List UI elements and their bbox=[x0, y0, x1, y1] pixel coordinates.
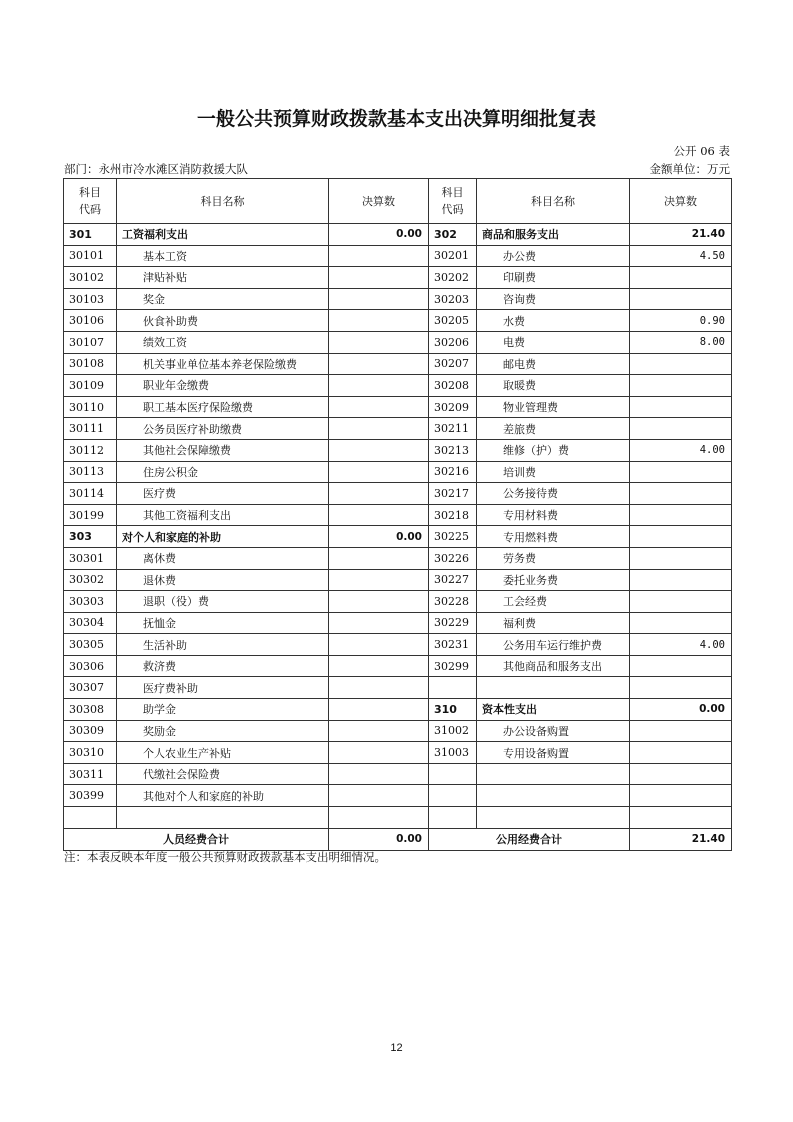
table-row bbox=[64, 396, 732, 418]
right-amount-cell bbox=[630, 353, 732, 375]
right-amount-cell: 4.50 bbox=[630, 245, 732, 267]
left-amount-cell bbox=[329, 331, 429, 353]
left-name-cell: 奖励金 bbox=[117, 720, 329, 742]
left-code-cell: 30309 bbox=[64, 720, 117, 742]
right-code-cell bbox=[429, 785, 477, 807]
left-amount-cell bbox=[329, 547, 429, 569]
right-name-cell bbox=[477, 677, 630, 699]
left-code-cell: 30108 bbox=[64, 353, 117, 375]
right-amount-cell bbox=[630, 612, 732, 634]
left-code-cell: 303 bbox=[64, 526, 117, 548]
table-row bbox=[64, 591, 732, 613]
right-name-cell bbox=[477, 807, 630, 829]
right-name-cell: 咨询费 bbox=[477, 288, 630, 310]
right-amount-cell bbox=[630, 483, 732, 505]
public-total-label: 公用经费合计 bbox=[429, 828, 630, 850]
left-amount-cell bbox=[329, 483, 429, 505]
form-number: 公开 06 表 bbox=[673, 144, 730, 158]
left-code-cell: 30308 bbox=[64, 699, 117, 721]
right-code-cell: 30209 bbox=[429, 396, 477, 418]
left-code-cell: 30110 bbox=[64, 396, 117, 418]
left-code-cell: 30106 bbox=[64, 310, 117, 332]
right-name-cell: 劳务费 bbox=[477, 547, 630, 569]
left-name-cell: 代缴社会保险费 bbox=[117, 763, 329, 785]
left-code-cell bbox=[64, 807, 117, 829]
left-code-cell: 301 bbox=[64, 224, 117, 246]
right-amount-cell bbox=[630, 547, 732, 569]
personnel-total-amount: 0.00 bbox=[329, 828, 429, 850]
table-row bbox=[64, 612, 732, 634]
table-row bbox=[64, 224, 732, 246]
left-amount-cell bbox=[329, 591, 429, 613]
left-amount-cell bbox=[329, 288, 429, 310]
right-amount-cell bbox=[630, 569, 732, 591]
left-code-cell: 30311 bbox=[64, 763, 117, 785]
left-amount-cell bbox=[329, 763, 429, 785]
left-name-cell: 其他对个人和家庭的补助 bbox=[117, 785, 329, 807]
table-row bbox=[64, 288, 732, 310]
table-row bbox=[64, 742, 732, 764]
left-amount-cell bbox=[329, 569, 429, 591]
right-name-cell: 办公费 bbox=[477, 245, 630, 267]
footnote: 注：本表反映本年度一般公共预算财政拨款基本支出明细情况。 bbox=[64, 850, 386, 864]
header-left-code: 科目 代码 bbox=[64, 179, 117, 224]
right-name-cell bbox=[477, 763, 630, 785]
table-row bbox=[64, 547, 732, 569]
left-amount-cell bbox=[329, 655, 429, 677]
right-code-cell: 30201 bbox=[429, 245, 477, 267]
left-code-cell: 30113 bbox=[64, 461, 117, 483]
left-code-cell: 30306 bbox=[64, 655, 117, 677]
right-code-cell: 31002 bbox=[429, 720, 477, 742]
public-total-amount: 21.40 bbox=[630, 828, 732, 850]
right-name-cell: 邮电费 bbox=[477, 353, 630, 375]
right-amount-cell bbox=[630, 655, 732, 677]
left-amount-cell bbox=[329, 461, 429, 483]
right-name-cell: 商品和服务支出 bbox=[477, 224, 630, 246]
left-amount-cell bbox=[329, 439, 429, 461]
left-name-cell: 离休费 bbox=[117, 547, 329, 569]
right-amount-cell: 0.90 bbox=[630, 310, 732, 332]
left-name-cell: 机关事业单位基本养老保险缴费 bbox=[117, 353, 329, 375]
table-row bbox=[64, 526, 732, 548]
left-name-cell: 公务员医疗补助缴费 bbox=[117, 418, 329, 440]
left-amount-cell bbox=[329, 245, 429, 267]
table-row bbox=[64, 331, 732, 353]
left-name-cell: 津贴补贴 bbox=[117, 267, 329, 289]
left-code-cell: 30111 bbox=[64, 418, 117, 440]
table-row bbox=[64, 763, 732, 785]
table-header-row bbox=[64, 179, 732, 224]
right-name-cell: 公务接待费 bbox=[477, 483, 630, 505]
left-name-cell: 对个人和家庭的补助 bbox=[117, 526, 329, 548]
left-name-cell: 抚恤金 bbox=[117, 612, 329, 634]
left-name-cell: 职业年金缴费 bbox=[117, 375, 329, 397]
table-row bbox=[64, 483, 732, 505]
right-name-cell: 培训费 bbox=[477, 461, 630, 483]
right-code-cell: 30227 bbox=[429, 569, 477, 591]
right-name-cell: 专用设备购置 bbox=[477, 742, 630, 764]
right-name-cell: 取暖费 bbox=[477, 375, 630, 397]
amount-unit-label: 金额单位：万元 bbox=[649, 162, 730, 176]
header-right-amount: 决算数 bbox=[630, 179, 732, 224]
left-amount-cell bbox=[329, 677, 429, 699]
right-name-cell: 福利费 bbox=[477, 612, 630, 634]
left-code-cell: 30114 bbox=[64, 483, 117, 505]
right-code-cell: 30216 bbox=[429, 461, 477, 483]
left-amount-cell bbox=[329, 310, 429, 332]
right-name-cell: 维修（护）费 bbox=[477, 439, 630, 461]
table-row bbox=[64, 439, 732, 461]
right-amount-cell bbox=[630, 720, 732, 742]
right-code-cell: 30211 bbox=[429, 418, 477, 440]
left-name-cell: 其他社会保障缴费 bbox=[117, 439, 329, 461]
table-row bbox=[64, 720, 732, 742]
left-name-cell: 个人农业生产补贴 bbox=[117, 742, 329, 764]
table-body bbox=[64, 224, 732, 829]
left-code-cell: 30101 bbox=[64, 245, 117, 267]
left-code-cell: 30307 bbox=[64, 677, 117, 699]
right-code-cell: 30206 bbox=[429, 331, 477, 353]
table-row bbox=[64, 310, 732, 332]
right-name-cell: 资本性支出 bbox=[477, 699, 630, 721]
right-code-cell: 30218 bbox=[429, 504, 477, 526]
right-name-cell: 专用材料费 bbox=[477, 504, 630, 526]
right-amount-cell bbox=[630, 461, 732, 483]
right-amount-cell: 8.00 bbox=[630, 331, 732, 353]
right-code-cell: 30231 bbox=[429, 634, 477, 656]
left-name-cell: 基本工资 bbox=[117, 245, 329, 267]
right-amount-cell bbox=[630, 288, 732, 310]
left-amount-cell bbox=[329, 396, 429, 418]
right-code-cell: 30226 bbox=[429, 547, 477, 569]
table-row bbox=[64, 699, 732, 721]
right-amount-cell bbox=[630, 677, 732, 699]
totals-row bbox=[64, 828, 732, 850]
right-code-cell: 310 bbox=[429, 699, 477, 721]
left-code-cell: 30399 bbox=[64, 785, 117, 807]
left-code-cell: 30304 bbox=[64, 612, 117, 634]
right-amount-cell bbox=[630, 785, 732, 807]
header-left-name: 科目名称 bbox=[117, 179, 329, 224]
right-code-cell: 30202 bbox=[429, 267, 477, 289]
right-code-cell: 302 bbox=[429, 224, 477, 246]
right-code-cell: 30213 bbox=[429, 439, 477, 461]
table-row bbox=[64, 807, 732, 829]
right-name-cell: 委托业务费 bbox=[477, 569, 630, 591]
right-code-cell bbox=[429, 763, 477, 785]
right-amount-cell bbox=[630, 504, 732, 526]
left-code-cell: 30102 bbox=[64, 267, 117, 289]
report-title: 一般公共预算财政拨款基本支出决算明细批复表 bbox=[196, 108, 596, 130]
right-code-cell: 30217 bbox=[429, 483, 477, 505]
right-code-cell: 30208 bbox=[429, 375, 477, 397]
right-name-cell: 其他商品和服务支出 bbox=[477, 655, 630, 677]
right-name-cell: 印刷费 bbox=[477, 267, 630, 289]
table-row bbox=[64, 677, 732, 699]
right-amount-cell: 0.00 bbox=[630, 699, 732, 721]
left-name-cell: 生活补助 bbox=[117, 634, 329, 656]
right-name-cell: 工会经费 bbox=[477, 591, 630, 613]
table-row bbox=[64, 461, 732, 483]
left-amount-cell bbox=[329, 699, 429, 721]
left-code-cell: 30199 bbox=[64, 504, 117, 526]
right-amount-cell bbox=[630, 807, 732, 829]
table-row bbox=[64, 785, 732, 807]
left-code-cell: 30303 bbox=[64, 591, 117, 613]
right-code-cell bbox=[429, 807, 477, 829]
left-name-cell: 其他工资福利支出 bbox=[117, 504, 329, 526]
left-name-cell: 工资福利支出 bbox=[117, 224, 329, 246]
left-code-cell: 30310 bbox=[64, 742, 117, 764]
left-amount-cell: 0.00 bbox=[329, 526, 429, 548]
right-amount-cell bbox=[630, 267, 732, 289]
left-name-cell: 职工基本医疗保险缴费 bbox=[117, 396, 329, 418]
right-code-cell bbox=[429, 677, 477, 699]
left-amount-cell: 0.00 bbox=[329, 224, 429, 246]
right-name-cell: 办公设备购置 bbox=[477, 720, 630, 742]
left-name-cell: 退休费 bbox=[117, 569, 329, 591]
department-label: 部门：永州市冷水滩区消防救援大队 bbox=[64, 162, 248, 176]
left-name-cell: 退职（役）费 bbox=[117, 591, 329, 613]
right-code-cell: 30205 bbox=[429, 310, 477, 332]
right-code-cell: 30207 bbox=[429, 353, 477, 375]
budget-detail-table bbox=[63, 178, 732, 851]
left-code-cell: 30302 bbox=[64, 569, 117, 591]
table-row bbox=[64, 655, 732, 677]
right-name-cell bbox=[477, 785, 630, 807]
left-name-cell: 伙食补助费 bbox=[117, 310, 329, 332]
table-row bbox=[64, 353, 732, 375]
right-name-cell: 水费 bbox=[477, 310, 630, 332]
table-row bbox=[64, 418, 732, 440]
right-name-cell: 专用燃料费 bbox=[477, 526, 630, 548]
table-row bbox=[64, 569, 732, 591]
right-amount-cell bbox=[630, 763, 732, 785]
table-row bbox=[64, 267, 732, 289]
right-amount-cell bbox=[630, 418, 732, 440]
left-amount-cell bbox=[329, 375, 429, 397]
right-amount-cell: 4.00 bbox=[630, 439, 732, 461]
header-right-name: 科目名称 bbox=[477, 179, 630, 224]
right-code-cell: 30229 bbox=[429, 612, 477, 634]
left-code-cell: 30109 bbox=[64, 375, 117, 397]
right-amount-cell bbox=[630, 526, 732, 548]
left-name-cell bbox=[117, 807, 329, 829]
right-name-cell: 电费 bbox=[477, 331, 630, 353]
page-number: 12 bbox=[390, 1042, 403, 1054]
table-row bbox=[64, 634, 732, 656]
right-amount-cell bbox=[630, 396, 732, 418]
right-amount-cell: 4.00 bbox=[630, 634, 732, 656]
left-name-cell: 医疗费 bbox=[117, 483, 329, 505]
right-code-cell: 30225 bbox=[429, 526, 477, 548]
right-code-cell: 30228 bbox=[429, 591, 477, 613]
table-row bbox=[64, 375, 732, 397]
left-code-cell: 30301 bbox=[64, 547, 117, 569]
right-name-cell: 公务用车运行维护费 bbox=[477, 634, 630, 656]
left-amount-cell bbox=[329, 353, 429, 375]
right-amount-cell bbox=[630, 742, 732, 764]
left-amount-cell bbox=[329, 742, 429, 764]
left-amount-cell bbox=[329, 634, 429, 656]
left-amount-cell bbox=[329, 267, 429, 289]
left-code-cell: 30103 bbox=[64, 288, 117, 310]
header-left-amount: 决算数 bbox=[329, 179, 429, 224]
left-name-cell: 助学金 bbox=[117, 699, 329, 721]
left-amount-cell bbox=[329, 418, 429, 440]
left-name-cell: 奖金 bbox=[117, 288, 329, 310]
left-amount-cell bbox=[329, 720, 429, 742]
left-amount-cell bbox=[329, 785, 429, 807]
right-amount-cell: 21.40 bbox=[630, 224, 732, 246]
left-amount-cell bbox=[329, 612, 429, 634]
left-name-cell: 绩效工资 bbox=[117, 331, 329, 353]
personnel-total-label: 人员经费合计 bbox=[64, 828, 329, 850]
right-code-cell: 31003 bbox=[429, 742, 477, 764]
left-code-cell: 30112 bbox=[64, 439, 117, 461]
right-name-cell: 物业管理费 bbox=[477, 396, 630, 418]
left-code-cell: 30305 bbox=[64, 634, 117, 656]
left-code-cell: 30107 bbox=[64, 331, 117, 353]
table-row bbox=[64, 245, 732, 267]
header-right-code: 科目 代码 bbox=[429, 179, 477, 224]
left-name-cell: 住房公积金 bbox=[117, 461, 329, 483]
left-amount-cell bbox=[329, 504, 429, 526]
left-name-cell: 医疗费补助 bbox=[117, 677, 329, 699]
left-amount-cell bbox=[329, 807, 429, 829]
right-name-cell: 差旅费 bbox=[477, 418, 630, 440]
left-name-cell: 救济费 bbox=[117, 655, 329, 677]
table-row bbox=[64, 504, 732, 526]
right-code-cell: 30203 bbox=[429, 288, 477, 310]
right-code-cell: 30299 bbox=[429, 655, 477, 677]
right-amount-cell bbox=[630, 375, 732, 397]
right-amount-cell bbox=[630, 591, 732, 613]
